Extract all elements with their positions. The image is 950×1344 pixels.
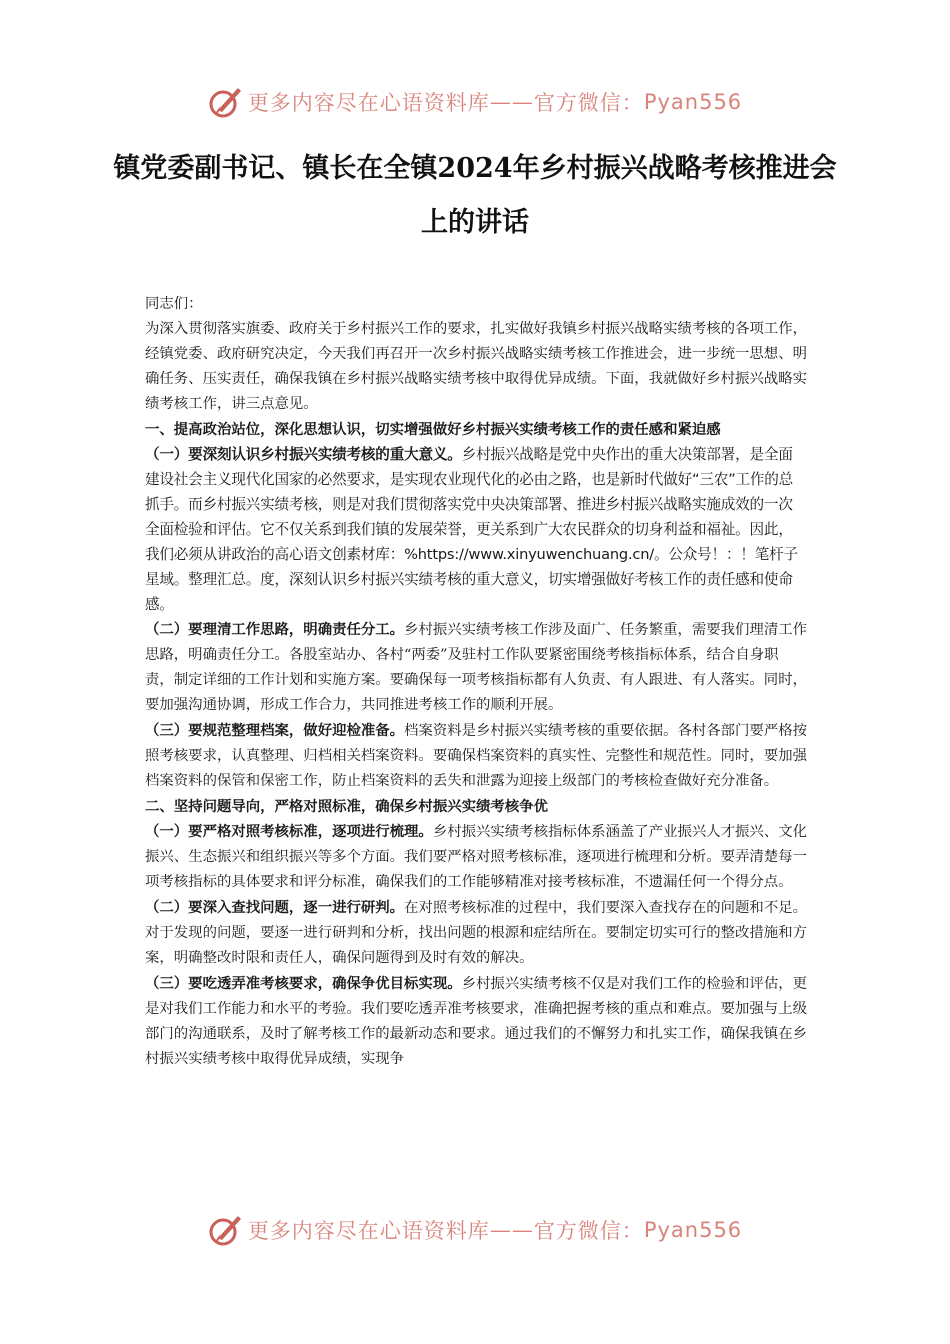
section-2-para-1 <box>145 819 807 895</box>
banner-library-text: 更多内容尽在心语资料库 <box>247 91 490 115</box>
section-2-para-3 <box>145 971 807 1072</box>
footer-watermark-banner <box>0 1210 950 1250</box>
section-2-heading: 二、坚持问题导向，严格对照标准，确保乡村振兴实绩考核争优 <box>145 798 548 815</box>
section-1-para-1-lead: （一）要深刻认识乡村振兴实绩考核的重大意义。 <box>145 446 462 463</box>
banner-wechat-label: 官方微信： <box>533 91 644 115</box>
quill-logo-icon <box>208 84 244 120</box>
banner-library-text: 更多内容尽在心语资料库 <box>247 1219 490 1243</box>
section-1-para-2 <box>145 617 807 718</box>
section-2-para-2-body: 在对照考核标准的过程中，我们要深入查找存在的问题和不足。对于发现的问题，要逐一进行研判和分析，找出问题的根源和症结所在。要制定切实可行的整改措施和方案，明确整改时限和责任人，确保问题得到及时有效的解决。 <box>145 900 807 966</box>
banner-wechat-id: Pyan556 <box>643 1218 743 1242</box>
section-1-para-3-body: 档案资料是乡村振兴实绩考核的重要依据。各村各部门要严格按照考核要求，认真整理、归档相关档案资料。要确保档案资料的真实性、完整性和规范性。同时，要加强档案资料的保管和保密工作，防止档案资料的丢失和泄露为迎接上级部门的考核检查做好充分准备。 <box>145 723 807 789</box>
section-2-para-3-body: 乡村振兴实绩考核不仅是对我们工作的检验和评估，更是对我们工作能力和水平的考验。我们要吃透弄准考核要求，准确把握考核的重点和难点。要加强与上级部门的沟通联系，及时了解考核工作的最新动态和要求。通过我们的不懈努力和扎实工作，确保我镇在乡村振兴实绩考核中取得优异成绩，实现争 <box>145 976 807 1067</box>
banner-dash: —— <box>489 1218 534 1242</box>
section-2-para-2-lead: （二）要深入查找问题，逐一进行研判。 <box>145 899 405 916</box>
section-1-para-1 <box>145 442 807 617</box>
quill-logo-icon <box>208 1212 244 1248</box>
section-2-para-3-lead: （三）要吃透弄准考核要求，确保争优目标实现。 <box>145 975 462 992</box>
document-title: 镇党委副书记、镇长在全镇2024年乡村振兴战略考核推进会上的讲话 <box>113 153 837 238</box>
section-1-para-3-lead: （三）要规范整理档案，做好迎检准备。 <box>145 722 405 739</box>
banner-dash: —— <box>489 90 534 114</box>
section-2-para-2 <box>145 895 807 971</box>
section-1-para-3 <box>145 718 807 794</box>
greeting: 同志们： <box>145 296 203 312</box>
section-2-para-1-lead: （一）要严格对照考核标准，逐项进行梳理。 <box>145 823 433 840</box>
section-1-para-1-body: 乡村振兴战略是党中央作出的重大决策部署，是全面建设社会主义现代化国家的必然要求，是实现农业现代化的必由之路，也是新时代做好“三农”工作的总抓手。而乡村振兴实绩考核，则是对我们贯彻落实党中央决策部署、推进乡村振兴战略实施成效的一次全面检验和评估。它不仅关系到我们镇的发展荣誉，更关系到广大农民群众的切身利益和福祉。因此，我们必须从讲政治的高心语文创素材库：%https://www.xinyuwenchuang.cn/。公众号！：！笔杆子星域。整理汇总。度，深刻认识乡村振兴实绩考核的重大意义，切实增强做好考核工作的责任感和使命感。 <box>145 446 798 613</box>
banner-wechat-id: Pyan556 <box>643 90 743 114</box>
header-watermark-banner <box>0 82 950 122</box>
document-body <box>145 292 807 1072</box>
intro-paragraph: 为深入贯彻落实旗委、政府关于乡村振兴工作的要求，扎实做好我镇乡村振兴战略实绩考核的各项工作，经镇党委、政府研究决定，今天我们再召开一次乡村振兴战略实绩考核工作推进会，进一步统一思想、明确任务、压实责任，确保我镇在乡村振兴战略实绩考核中取得优异成绩。下面，我就做好乡村振兴战略实绩考核工作，讲三点意见。 <box>145 321 807 412</box>
section-1-heading: 一、提高政治站位，深化思想认识，切实增强做好乡村振兴实绩考核工作的责任感和紧迫感 <box>145 421 721 438</box>
banner-wechat-label: 官方微信： <box>533 1219 644 1243</box>
section-1-para-2-lead: （二）要理清工作思路，明确责任分工。 <box>145 621 405 638</box>
section-1-para-2-body: 乡村振兴实绩考核工作涉及面广、任务繁重，需要我们理清工作思路，明确责任分工。各股室站办、各村“两委”及驻村工作队要紧密围绕考核指标体系，结合自身职责，制定详细的工作计划和实施方案。要确保每一项考核指标都有人负责、有人跟进、有人落实。同时，要加强沟通协调，形成工作合力，共同推进考核工作的顺利开展。 <box>145 622 807 713</box>
section-2-para-1-body: 乡村振兴实绩考核指标体系涵盖了产业振兴人才振兴、文化振兴、生态振兴和组织振兴等多个方面。我们要严格对照考核标准，逐项进行梳理和分析。要弄清楚每一项考核指标的具体要求和评分标准，确保我们的工作能够精准对接考核标准，不遗漏任何一个得分点。 <box>145 824 807 890</box>
